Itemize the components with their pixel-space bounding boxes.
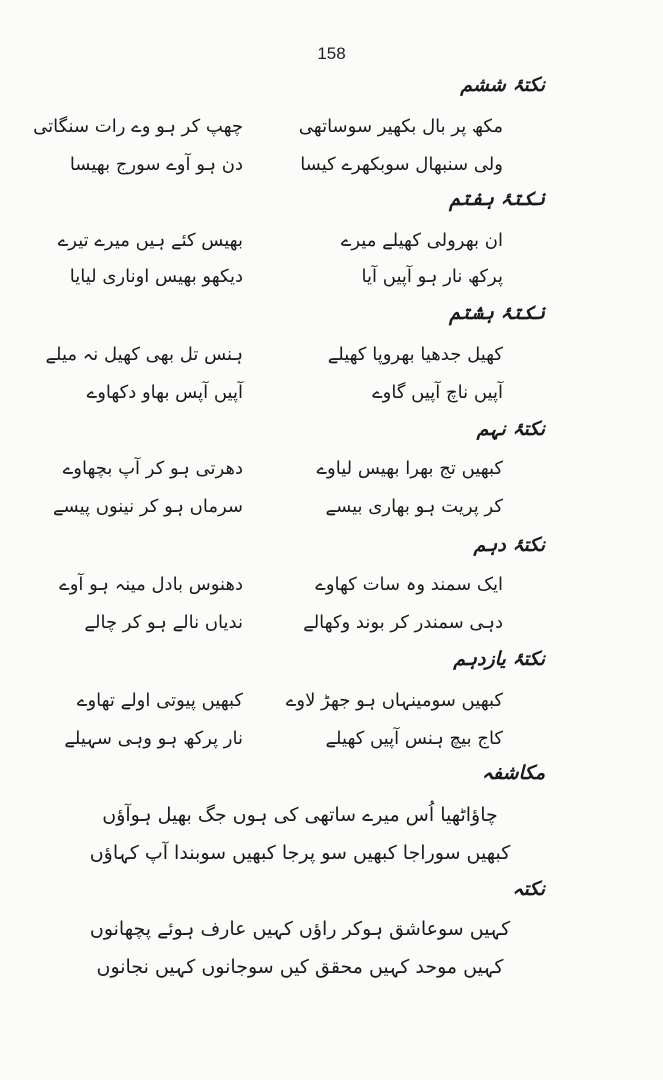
verse-line: کبھیں سومینہاں ہو جھڑ لاوے — [285, 690, 503, 711]
section-heading: مکاشفہ — [481, 762, 545, 784]
section-heading: نکتہ — [512, 878, 545, 900]
verse-line: پرکھ نار ہو آپیں آیا — [361, 266, 503, 287]
verse-line: آپیں آپس بھاو دکھاوے — [86, 382, 243, 403]
verse-line: کبھیں سوراجا کبھیں سو پرجا کبھیں سوبندا آپ کہاؤں — [89, 842, 511, 864]
verse-line: مکھ پر بال بکھیر سوساتھی — [298, 116, 503, 137]
verse-line: دھرتی ہو کر آپ بچھاوے — [62, 458, 243, 479]
verse-line: کہیں موحد کہیں محقق کیں سوجانوں کہیں نجانوں — [96, 956, 504, 978]
verse-line: ولی سنبھال سوبکھرے کیسا — [300, 154, 503, 175]
verse-line: کبھیں پیوتی اولے تھاوے — [76, 690, 243, 711]
page-number: 158 — [317, 44, 346, 63]
verse-line: ہنس تل بھی کھیل نہ میلے — [45, 344, 243, 365]
section-heading: نکتۂ ہشتم — [449, 302, 545, 324]
verse-line: ایک سمند وہ سات کھاوے — [315, 574, 503, 595]
verse-line: سرماں ہو کر نینوں پیسے — [52, 496, 243, 517]
verse-line: آپیں ناچ آپیں گاوے — [372, 382, 503, 403]
verse-line: کبھیں تج بھرا بھیس لیاوے — [316, 458, 503, 479]
verse-line: دہی سمندر کر بوند وکھالے — [303, 612, 503, 633]
verse-line: دن ہو آوے سورج بھیسا — [69, 154, 243, 175]
verse-line: ندیاں نالے ہو کر چالے — [84, 612, 243, 633]
verse-line: کہیں سوعاشق ہوکر راؤں کہیں عارف ہوئے پچھانوں — [89, 918, 511, 940]
verse-line: چھپ کر ہو وے رات سنگاتی — [33, 116, 243, 137]
verse-line: بھیس کئے ہیں میرے تیرے — [57, 230, 243, 251]
verse-line: دھنوس بادل مینہ ہو آوے — [59, 574, 243, 595]
verse-line: کاج بیچ ہنس آپیں کھیلے — [325, 728, 503, 749]
section-heading: نکتۂ ہفتم — [449, 188, 545, 210]
section-heading: نکتۂ دہم — [473, 534, 545, 556]
verse-line: چاؤاٹھیا اُس میرے ساتھی کی ہوں جگ بھیل ہوآؤں — [102, 804, 498, 826]
verse-line: ان بھرولی کھیلے میرے — [340, 230, 503, 251]
verse-line: نار پرکھ ہو وہی سہیلے — [64, 728, 243, 749]
section-heading: نکتۂ یازدہم — [453, 648, 545, 670]
section-heading: نکتۂ ششم — [460, 74, 545, 96]
section-heading: نکتۂ نہم — [476, 418, 545, 440]
verse-line: کھیل جدھیا بھروپا کھیلے — [327, 344, 503, 365]
verse-line: کر پریت ہو بھاری بیسے — [325, 496, 503, 517]
verse-line: دیکھو بھیس اوناری لیایا — [69, 266, 243, 287]
